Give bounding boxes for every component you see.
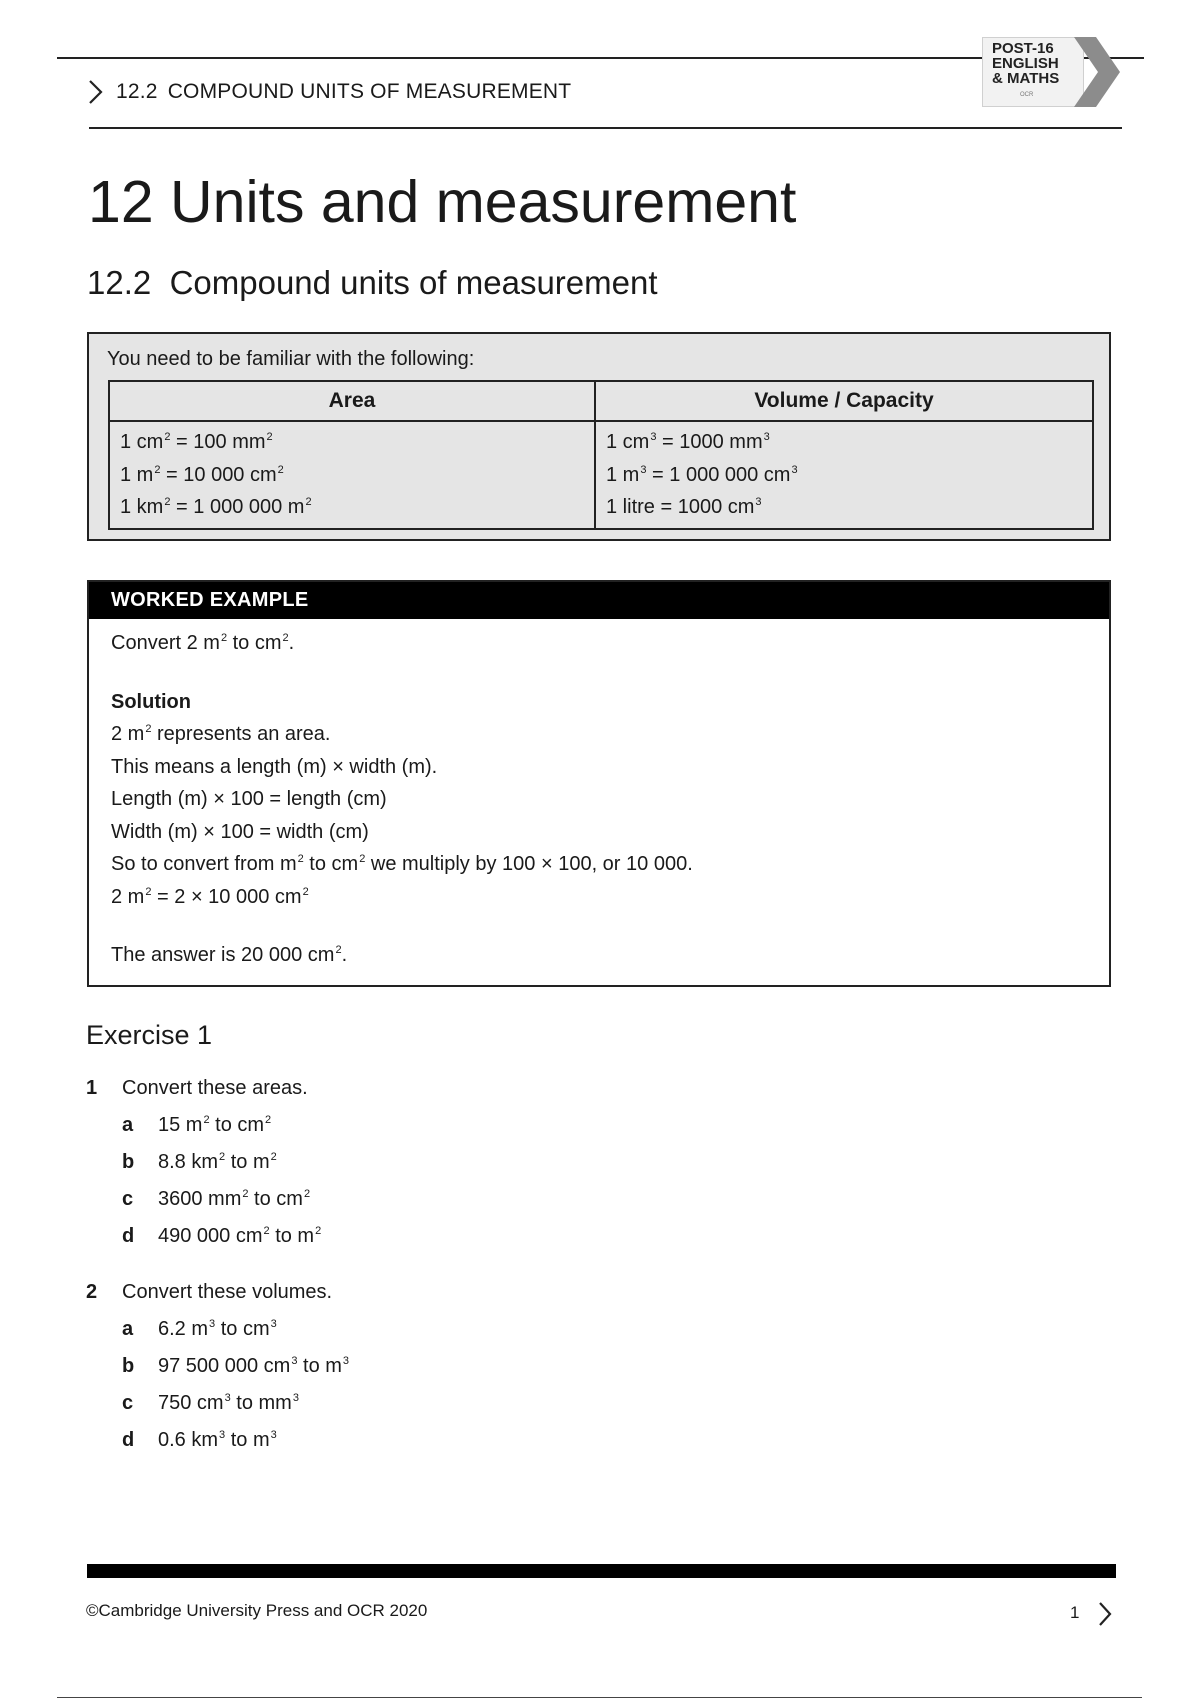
header-rule-bottom: [89, 127, 1122, 129]
logo-ocr: OCR: [1020, 92, 1034, 98]
page-number: 1: [1070, 1603, 1080, 1622]
header-rule-top: [57, 57, 1142, 59]
volume-header: Volume / Capacity: [595, 381, 1093, 421]
post16-logo: [982, 37, 1122, 107]
we-answer: The answer is 20 000 $cm^2$.: [111, 944, 348, 966]
header-rule-top-right: [1122, 57, 1144, 59]
volume-cell: [595, 421, 1093, 529]
familiar-box: [87, 332, 1111, 541]
volume-row: 1 litre = 1000 $cm^3$: [606, 496, 762, 518]
volume-row: 1 $m^3 = 1$ 000 000 $cm^3$: [606, 463, 798, 486]
spacer: [111, 913, 693, 939]
volume-row: 1 $cm^3 = 1000$ $mm^3$: [606, 431, 770, 453]
logo-text: [992, 41, 1059, 86]
worked-example-body: [111, 627, 693, 972]
spacer: [111, 660, 693, 686]
area-row: 1 $m^2 = 10$ 000 $cm^2$: [120, 463, 284, 486]
we-line: Length (m) × 100 = length (cm): [111, 788, 387, 810]
logo-line-1: POST-16: [992, 40, 1054, 57]
conversion-table: [108, 380, 1094, 530]
worked-example-heading: WORKED EXAMPLE: [89, 582, 1109, 619]
we-line: Width (m) × 100 = width (cm): [111, 820, 369, 843]
we-line: This means a length (m) × width (m).: [111, 755, 438, 778]
copyright: ©Cambridge University Press and OCR 2020: [86, 1601, 428, 1620]
we-question: Convert 2 $m^2$ to $cm^2$.: [111, 632, 295, 654]
page-title: 12 Units and measurement: [88, 169, 797, 235]
area-row: 1 $cm^2 = 100$ $mm^2$: [120, 431, 273, 453]
question-number: 1: [86, 1077, 98, 1099]
we-line: So to convert from $m^2$ to $cm^2$ we multiply by 100 × 100, or 10 000.: [111, 853, 693, 875]
next-page-icon[interactable]: [1096, 1600, 1114, 1628]
area-cell: [109, 421, 595, 529]
question-text: Convert these volumes.: [122, 1281, 333, 1303]
section-title: [87, 264, 658, 302]
section-text: Compound units of measurement: [169, 264, 658, 301]
footer-bar: [87, 1564, 1116, 1578]
familiar-intro: You need to be familiar with the following:: [107, 348, 475, 370]
exercise-title: Exercise 1: [86, 1020, 213, 1050]
we-line: 2 $m^2 = 2 \times 10$ 000 $cm^2$: [111, 885, 309, 908]
we-solution-label: Solution: [111, 690, 191, 713]
logo-chevron-icon: [1074, 37, 1122, 107]
logo-line-2: ENGLISH: [992, 55, 1059, 72]
logo-line-3: & MATHS: [992, 70, 1060, 87]
section-number: 12.2: [87, 264, 152, 301]
area-header: Area: [109, 381, 595, 421]
chevron-right-icon: [86, 78, 106, 106]
breadcrumb-label: COMPOUND UNITS OF MEASUREMENT: [167, 80, 572, 103]
we-line: 2 $m^2$ represents an area.: [111, 723, 331, 745]
question-number: 2: [86, 1281, 98, 1303]
breadcrumb-section-number: 12.2: [116, 80, 158, 103]
question-text: Convert these areas.: [122, 1077, 308, 1099]
page-bottom-rule: [57, 1697, 1142, 1698]
worked-example-box: [87, 580, 1111, 987]
breadcrumb[interactable]: [86, 78, 571, 106]
area-row: 1 $km^2 = 1$ 000 000 $m^2$: [120, 496, 312, 518]
